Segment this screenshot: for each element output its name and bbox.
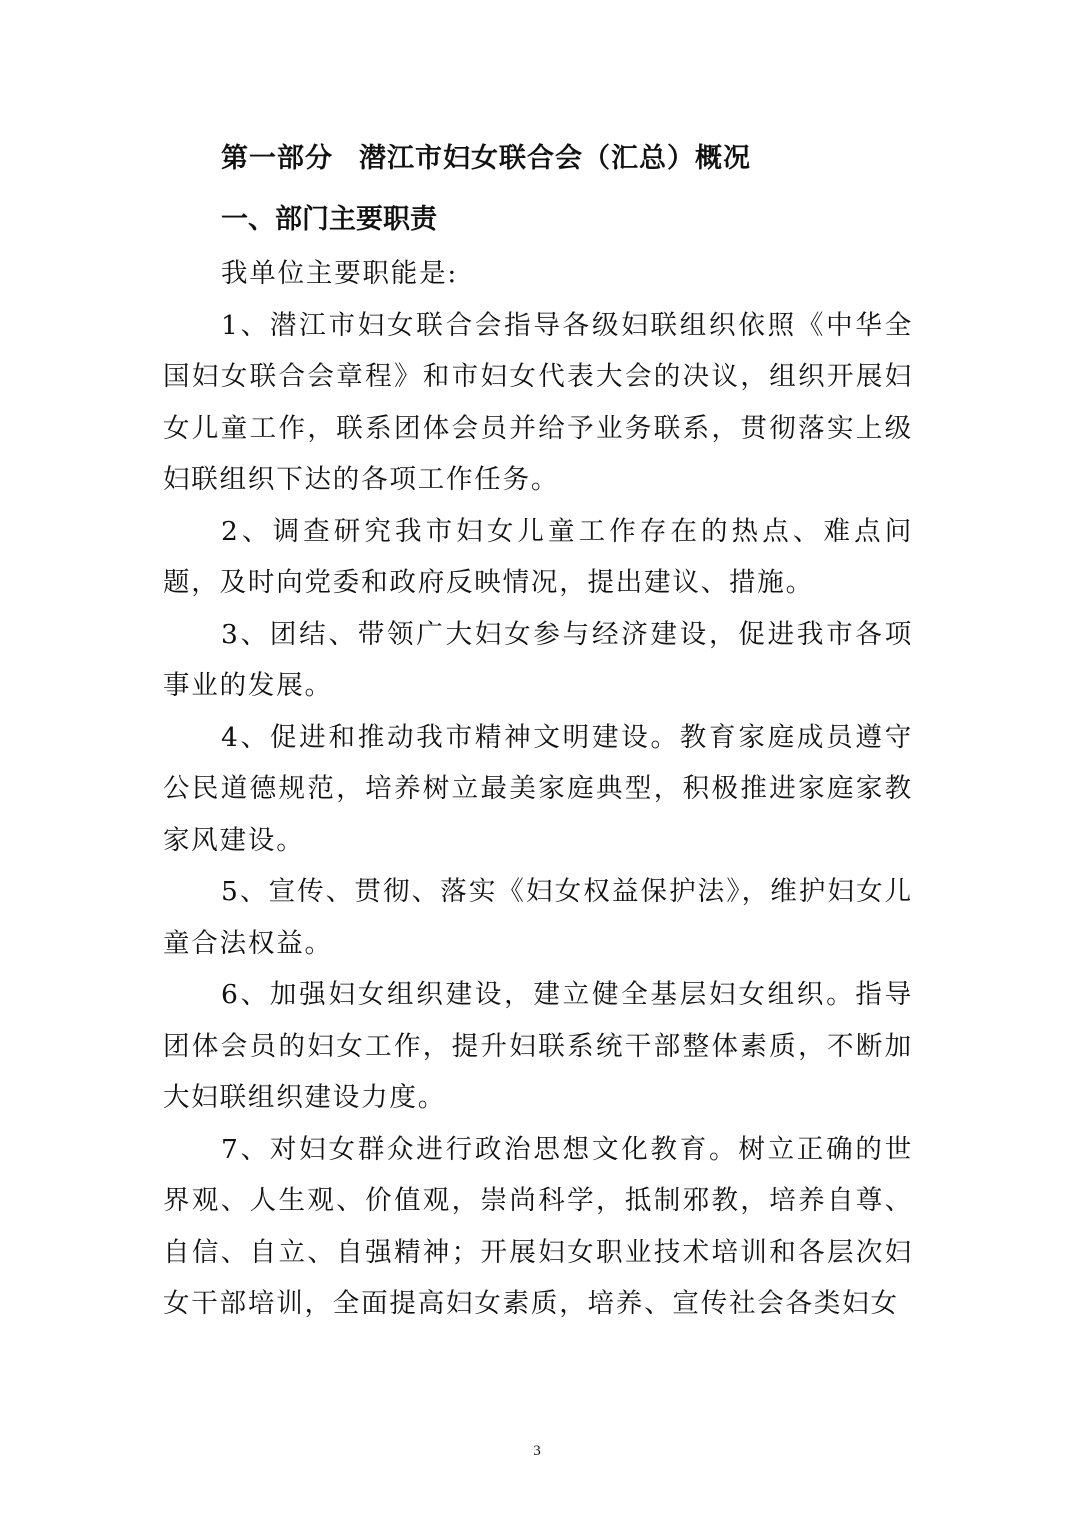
duty-item-4: 4、促进和推动我市精神文明建设。教育家庭成员遵守公民道德规范，培养树立最美家庭典型，积极推进家庭家教家风建设。 <box>163 721 913 856</box>
part-label: 第一部分 <box>221 143 333 174</box>
page-number: 3 <box>533 1443 541 1459</box>
duty-item-2: 2、调查研究我市妇女儿童工作存在的热点、难点问题，及时向党委和政府反映情况，提出建议、措施。 <box>163 515 913 598</box>
duty-item-1: 1、潜江市妇女联合会指导各级妇联组织依照《中华全国妇女联合会章程》和市妇女代表大会的决议，组织开展妇女儿童工作，联系团体会员并给予业务联系，贯彻落实上级妇联组织下达的各项工作任务。 <box>163 309 913 495</box>
part-title <box>221 136 751 182</box>
duty-item-6: 6、加强妇女组织建设，建立健全基层妇女组织。指导团体会员的妇女工作，提升妇联系统干部整体素质，不断加大妇联组织建设力度。 <box>163 979 913 1113</box>
part-name: 潜江市妇女联合会（汇总）概况 <box>359 143 751 174</box>
duty-item-5: 5、宣传、贯彻、落实《妇女权益保护法》，维护妇女儿童合法权益。 <box>163 876 913 959</box>
duty-item-7: 7、对妇女群众进行政治思想文化教育。树立正确的世界观、人生观、价值观，崇尚科学，抵制邪教，培养自尊、自信、自立、自强精神；开展妇女职业技术培训和各层次妇女干部培训，全面提高妇女素质，培养、宣传社会各类妇女 <box>163 1133 913 1319</box>
duty-item-3: 3、团结、带领广大妇女参与经济建设，促进我市各项事业的发展。 <box>163 618 913 701</box>
section-heading: 一、部门主要职责 <box>221 204 437 235</box>
body-text <box>163 248 913 1330</box>
intro-paragraph: 我单位主要职能是: <box>221 258 459 289</box>
